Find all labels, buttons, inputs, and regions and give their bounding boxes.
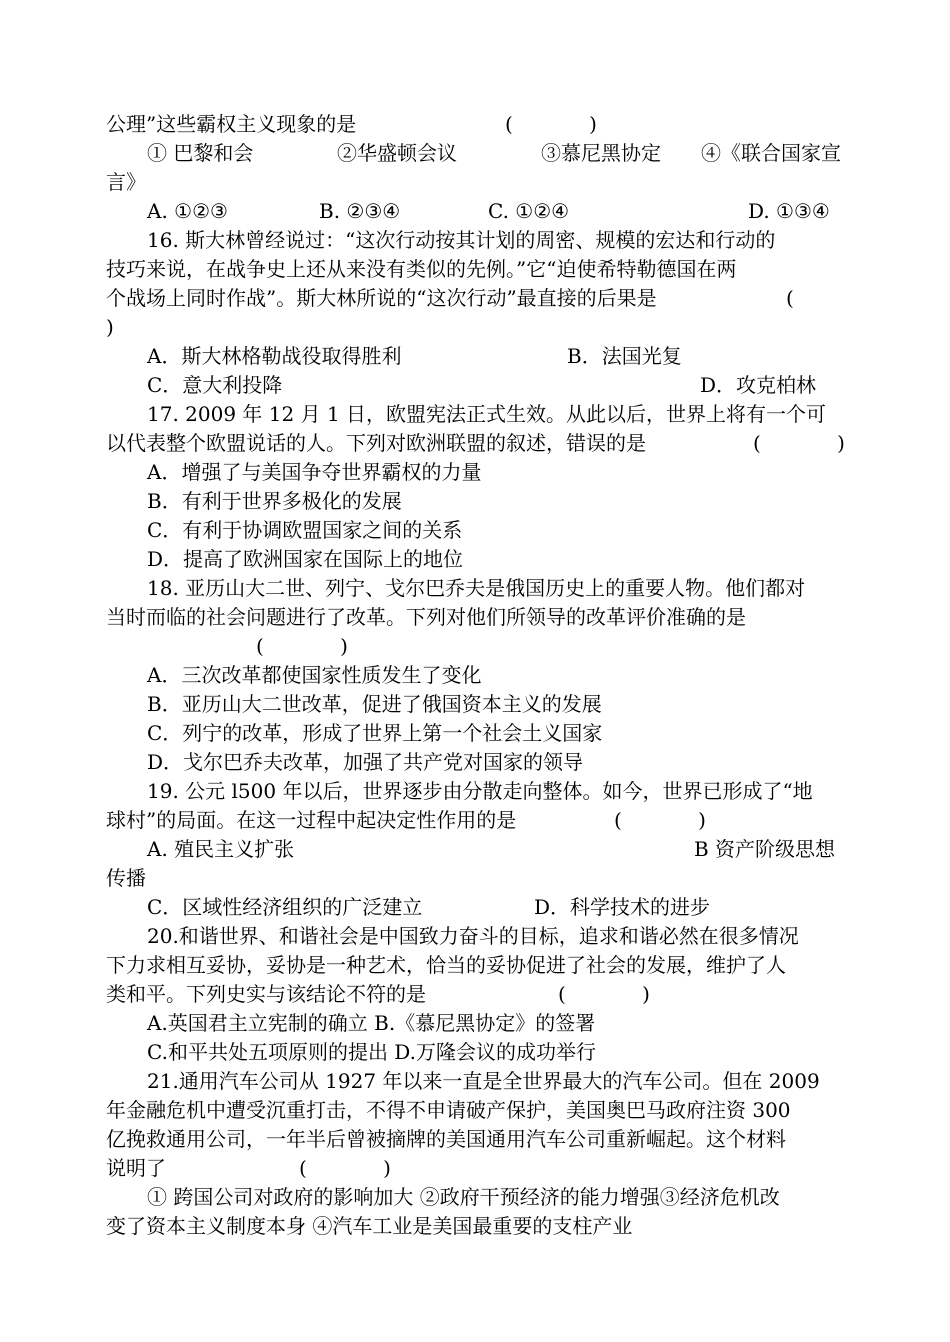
question-20-stem: 20.和谐世界、和谐社会是中国致力奋斗的目标，追求和谐必然在很多情况 [147,924,799,948]
item-line: 变了资本主义制度本身 ④汽车工业是美国最重要的支柱产业 [106,1214,633,1238]
stem-line: 技巧来说，在战争史上还从来没有类似的先例。”它“迫使希特勒德国在两 [106,257,737,281]
stem-line: 类和平。下列史实与该结论不符的是 [106,982,426,1006]
stem-line: 个战场上同时作战”。斯大林所说的“这次行动”最直接的后果是 [106,286,657,310]
answer-paren: ( ) [614,808,706,832]
option-b: B．有利于世界多极化的发展 [147,489,402,513]
option-c: C．列宁的改革，形成了世界上第一个社会土义国家 [147,721,603,745]
item: ④《联合国家宣 [701,141,841,165]
stem-line: 公理”这些霸权主义现象的是 [106,112,357,136]
option-b: B．法国光复 [567,344,682,368]
answer-paren: ( ) [256,634,348,658]
option-b: B. ②③④ [319,199,401,223]
item: ③慕尼黑协定 [541,141,661,165]
item: ① 巴黎和会 [147,141,254,165]
option-b: B．亚历山大二世改革，促进了俄国资本主义的发展 [147,692,602,716]
question-19-stem: 19. 公元 l500 年以后，世界逐步由分散走向整体。如今，世界已形成了“地 [147,779,813,803]
answer-paren: ( ) [558,982,650,1006]
option-d: D. ①③④ [748,199,830,223]
answer-paren-open: ( [786,286,794,310]
item-line: ① 跨国公司对政府的影响加大 ②政府干预经济的能力增强③经济危机改 [147,1185,780,1209]
option-a: A．三次改革都使国家性质发生了变化 [147,663,482,687]
option-cd: C.和平共处五项原则的提出 D.万隆会议的成功举行 [147,1040,596,1064]
stem-line: 年金融危机中遭受沉重打击，不得不申请破产保护，美国奥巴马政府注资 300 [106,1098,791,1122]
stem-line: 球村”的局面。在这一过程中起决定性作用的是 [106,808,517,832]
stem-line: 以代表整个欧盟说话的人。下列对欧洲联盟的叙述，错误的是 [106,431,646,455]
answer-paren: ( ) [299,1156,391,1180]
option-b: B 资产阶级思想 [694,837,836,861]
option-c: C．有利于协调欧盟国家之间的关系 [147,518,463,542]
option-a: A. 殖民主义扩张 [147,837,295,861]
option-c: C．区域性经济组织的广泛建立 [147,895,423,919]
item: ②华盛顿会议 [337,141,457,165]
option-d: D．科学技术的进步 [534,895,711,919]
answer-paren: ( ) [505,112,597,136]
option-d: D．戈尔巴乔夫改革，加强了共产党对国家的领导 [147,750,584,774]
item-continuation: 言》 [106,170,146,194]
option-a: A．斯大林格勒战役取得胜利 [147,344,402,368]
question-16-stem: 16. 斯大林曾经说过：“这次行动按其计划的周密、规模的宏达和行动的 [147,228,776,252]
option-d: D．攻克柏林 [700,373,817,397]
stem-line: 说明了 [106,1156,166,1180]
option-d: D．提高了欧洲国家在国际上的地位 [147,547,464,571]
stem-line: 当时而临的社会问题进行了改革。下列对他们所领导的改革评价准确的是 [106,605,746,629]
option-c: C．意大利投降 [147,373,283,397]
question-21-stem: 21.通用汽车公司从 1927 年以来一直是全世界最大的汽车公司。但在 2009 [147,1069,820,1093]
question-18-stem: 18. 亚历山大二世、列宁、戈尔巴乔夫是俄国历史上的重要人物。他们都对 [147,576,806,600]
answer-paren: ( ) [753,431,845,455]
option-ab: A.英国君主立宪制的确立 B.《慕尼黑协定》的签署 [147,1011,596,1035]
stem-line: 亿挽救通用公司，一年半后曾被摘牌的美国通用汽车公司重新崛起。这个材料 [106,1127,786,1151]
stem-line: 下力求相互妥协，妥协是一种艺术，恰当的妥协促进了社会的发展，维护了人 [106,953,786,977]
question-17-stem: 17. 2009 年 12 月 1 日，欧盟宪法正式生效。从此以后，世界上将有一个可 [147,402,827,426]
option-b-continuation: 传播 [106,866,146,890]
option-c: C. ①②④ [488,199,570,223]
answer-paren-close: ) [106,315,114,339]
option-a: A．增强了与美国争夺世界霸权的力量 [147,460,482,484]
question-15-stem [106,110,356,139]
option-a: A. ①②③ [147,199,228,223]
